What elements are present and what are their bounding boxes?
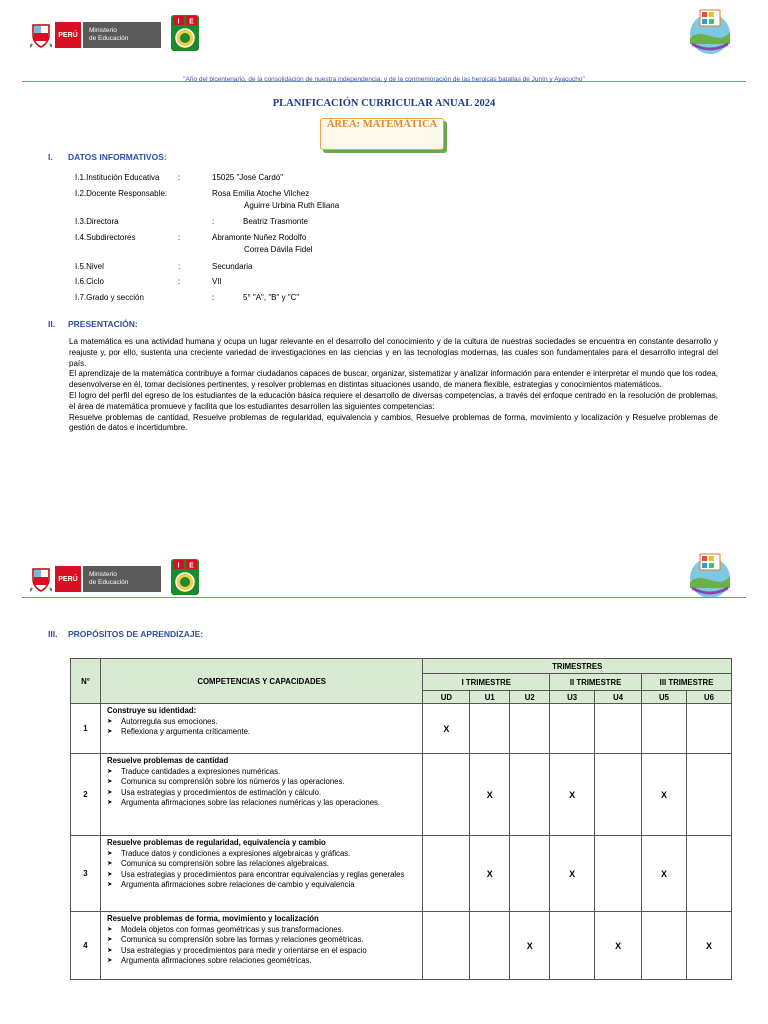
unit-mark-cell — [686, 836, 731, 912]
unit-mark-cell: X — [550, 836, 595, 912]
peru-coat-of-arms-icon — [30, 566, 52, 592]
capacity-item: ➤ Usa estrategias y procedimientos de estimación y cálculo. — [107, 788, 416, 799]
paragraph: El logro del perfil del egreso de los estudiantes de la educación básica requiere el desarrollo de diversas competencias, a través del enfoque centrado en la resolución de problemas, el área de matemática promueve y facilita que los estudiantes desarrollen las siguientes competencias: — [69, 390, 718, 411]
unit-mark-cell — [510, 836, 550, 912]
section-heading-2: II. PRESENTACIÓN: — [48, 319, 138, 329]
unit-mark-cell: X — [550, 754, 595, 836]
page-header — [0, 18, 768, 82]
header-trimester-1: I TRIMESTRE — [423, 674, 550, 691]
unit-mark-cell — [510, 754, 550, 836]
info-value: VII — [212, 277, 222, 286]
header-unit: UD — [423, 691, 470, 704]
competency-cell — [100, 754, 422, 836]
unit-mark-cell — [550, 912, 595, 980]
unit-mark-cell — [686, 704, 731, 754]
capacity-item: ➤ Comunica su comprensión sobre las relaciones algebraicas. — [107, 859, 416, 870]
table-row — [71, 912, 732, 980]
info-label: I.1.Institución Educativa — [75, 173, 160, 182]
peru-logo: PERÚ — [55, 22, 81, 48]
capacity-item: ➤ Comunica su comprensión sobre las formas y relaciones geométricas. — [107, 935, 416, 946]
capacity-item: ➤ Traduce cantidades a expresiones numéricas. — [107, 767, 416, 778]
capacity-item: ➤ Argumenta afirmaciones sobre relaciones geométricas. — [107, 956, 416, 967]
ministry-logo: Ministerio de Educación — [83, 22, 161, 48]
unit-mark-cell — [423, 912, 470, 980]
info-label: I.6.Ciclo — [75, 277, 104, 286]
competency-title: Construye su identidad: — [106, 706, 197, 715]
info-value-secondary: Correa Dávila Fidel — [244, 245, 313, 254]
competency-cell — [100, 704, 422, 754]
school-crest-icon — [170, 558, 200, 596]
unit-mark-cell — [470, 912, 510, 980]
svg-text:I: I — [177, 18, 180, 26]
unit-mark-cell: X — [423, 704, 470, 754]
unit-mark-cell — [595, 836, 642, 912]
header-number: N° — [71, 659, 101, 704]
capacity-item: ➤ Autorregula sus emociones. — [107, 717, 416, 728]
unit-mark-cell — [595, 704, 642, 754]
math-area-logo-icon — [682, 4, 738, 56]
capacity-item: ➤ Usa estrategias y procedimientos para encontrar equivalencias y reglas generales — [107, 870, 416, 881]
header-rule — [22, 597, 746, 598]
info-separator: : — [178, 277, 181, 286]
unit-mark-cell: X — [510, 912, 550, 980]
capacity-item: ➤ Reflexiona y argumenta críticamente. — [107, 727, 416, 738]
unit-mark-cell: X — [642, 754, 687, 836]
info-value: 5° "A", "B" y "C" — [243, 293, 300, 302]
info-separator: : — [178, 262, 181, 271]
info-separator: : — [178, 173, 181, 182]
unit-mark-cell: X — [686, 912, 731, 980]
competency-title: Resuelve problemas de cantidad — [106, 756, 229, 765]
math-area-logo-icon — [682, 548, 738, 600]
info-label: I.5.Nivel — [75, 262, 104, 271]
school-crest-icon — [170, 14, 200, 52]
header-unit: U6 — [686, 691, 731, 704]
header-competencies: COMPETENCIAS Y CAPACIDADES — [100, 659, 422, 704]
row-number: 3 — [71, 836, 101, 912]
capacity-item: ➤ Comunica su comprensión sobre los números y las operaciones. — [107, 777, 416, 788]
unit-mark-cell — [423, 754, 470, 836]
presentation-text — [69, 337, 718, 434]
area-title-box — [320, 118, 444, 150]
header-trimester-2: II TRIMESTRE — [550, 674, 642, 691]
competency-title: Resuelve problemas de regularidad, equivalencia y cambio — [106, 838, 326, 847]
competency-title: Resuelve problemas de forma, movimiento y localización — [106, 914, 319, 923]
info-separator: : — [178, 233, 181, 242]
table-row — [71, 754, 732, 836]
info-value: Beatriz Trasmonte — [243, 217, 308, 226]
unit-mark-cell — [510, 704, 550, 754]
header-trimesters: TRIMESTRES — [423, 659, 732, 674]
row-number: 4 — [71, 912, 101, 980]
info-value: Secundaria — [212, 262, 253, 271]
section-heading-3: III. PROPÓSITOS DE APRENDIZAJE: — [48, 629, 204, 639]
svg-text:E: E — [189, 562, 194, 570]
learning-purposes-table — [70, 658, 732, 980]
unit-mark-cell: X — [470, 836, 510, 912]
unit-mark-cell: X — [470, 754, 510, 836]
info-label: I.4.Subdirectores — [75, 233, 136, 242]
unit-mark-cell — [470, 704, 510, 754]
unit-mark-cell — [423, 836, 470, 912]
capacity-item: ➤ Traduce datos y condiciones a expresiones algebraicas y gráficas. — [107, 849, 416, 860]
header-unit: U2 — [510, 691, 550, 704]
header-unit: U3 — [550, 691, 595, 704]
info-label: I.7.Grado y sección — [75, 293, 144, 302]
page-title: PLANIFICACIÓN CURRICULAR ANUAL 2024 — [272, 98, 496, 109]
competency-cell — [100, 836, 422, 912]
peru-coat-of-arms-icon — [30, 22, 52, 48]
svg-text:E: E — [189, 18, 194, 26]
unit-mark-cell — [642, 704, 687, 754]
capacity-item: ➤ Argumenta afirmaciones sobre relaciones de cambio y equivalencia — [107, 880, 416, 891]
info-value: 15025 "José Cardó" — [212, 173, 284, 182]
unit-mark-cell — [550, 704, 595, 754]
row-number: 1 — [71, 704, 101, 754]
unit-mark-cell — [642, 912, 687, 980]
table-row — [71, 704, 732, 754]
capacity-item: ➤ Argumenta afirmaciones sobre las relaciones numéricas y las operaciones. — [107, 798, 416, 809]
svg-text:I: I — [177, 562, 180, 570]
competency-cell — [100, 912, 422, 980]
row-number: 2 — [71, 754, 101, 836]
info-value-secondary: Aguirre Urbina Ruth Eliana — [244, 201, 340, 210]
unit-mark-cell: X — [595, 912, 642, 980]
header-unit: U1 — [470, 691, 510, 704]
header-unit: U5 — [642, 691, 687, 704]
info-value: Abramonte Nuñez Rodolfo — [212, 233, 307, 242]
header-trimester-3: III TRIMESTRE — [642, 674, 732, 691]
paragraph: El aprendizaje de la matemática contribuye a formar ciudadanos capaces de buscar, organizar, sistematizar y analizar información para entender e interpretar el mundo que los rodea, desenvolverse en él, tomar decisiones pertinentes, y resolver problemas en distintas situaciones usando, de manera flexible, estrategias y conocimientos matemáticos. — [69, 369, 718, 390]
ministry-logo: Ministerio de Educación — [83, 566, 161, 592]
year-motto: "Año del bicentenario, de la consolidación de nuestra independencia, y de la conmemoración de las heroicas batallas de Junín y Ayacucho" — [183, 76, 585, 83]
info-separator: : — [212, 217, 215, 226]
peru-logo: PERÚ — [55, 566, 81, 592]
page-header-2 — [0, 562, 768, 598]
unit-mark-cell — [686, 754, 731, 836]
unit-mark-cell — [595, 754, 642, 836]
capacity-item: ➤ Modela objetos con formas geométricas y sus transformaciones. — [107, 925, 416, 936]
area-title: ÁREA: MATEMÁTICA — [326, 119, 438, 130]
paragraph: La matemática es una actividad humana y ocupa un lugar relevante en el desarrollo del conocimiento y de la cultura de nuestras sociedades se encuentra en constante desarrollo y reajuste y, por ello, sustenta una creciente variedad de investigaciones en las ciencias y en las tecnologías modernas, las cuales son fundamentales para el desarrollo integral del país. — [69, 337, 718, 368]
unit-mark-cell: X — [642, 836, 687, 912]
info-label: I.3.Directora — [75, 217, 119, 226]
info-label: I.2.Docente Responsable: — [75, 189, 168, 198]
info-value: Rosa Emilia Atoche Vilchez — [212, 189, 310, 198]
capacity-item: ➤ Usa estrategias y procedimientos para medir y orientarse en el espacio — [107, 946, 416, 957]
header-unit: U4 — [595, 691, 642, 704]
section-heading-1: I. DATOS INFORMATIVOS: — [48, 152, 167, 162]
info-separator: : — [212, 293, 215, 302]
table-row — [71, 836, 732, 912]
paragraph: Resuelve problemas de cantidad, Resuelve problemas de regularidad, equivalencia y cambios, Resuelve problemas de forma, movimiento y localización y Resuelve problemas de gestión de datos e incertidumbre. — [69, 412, 718, 433]
